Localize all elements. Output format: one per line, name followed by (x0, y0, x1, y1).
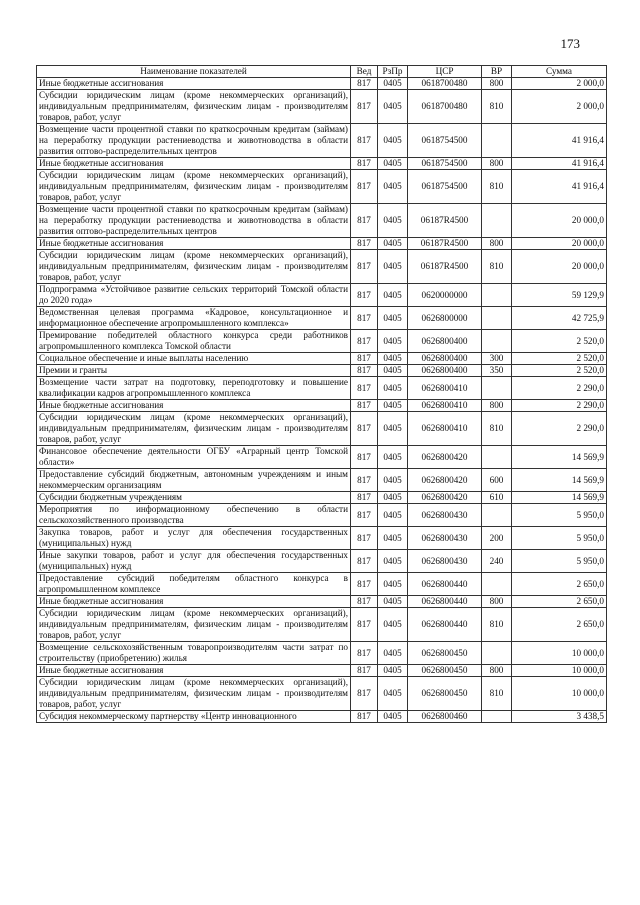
row-sum-cell: 20 000,0 (512, 250, 607, 284)
row-csr-cell: 06187R4500 (408, 238, 482, 250)
row-sum-cell: 2 650,0 (512, 608, 607, 642)
row-vr-cell (482, 284, 512, 307)
table-row (37, 365, 607, 377)
row-sum-cell: 2 290,0 (512, 377, 607, 400)
row-vr-cell (482, 124, 512, 158)
row-vr-cell: 800 (482, 78, 512, 90)
row-vr-cell: 810 (482, 677, 512, 711)
row-csr-cell: 0626800440 (408, 608, 482, 642)
row-name-cell: Иные бюджетные ассигнования (37, 400, 351, 412)
row-vr-cell (482, 307, 512, 330)
row-vr-cell: 800 (482, 665, 512, 677)
table-row (37, 527, 607, 550)
row-vr-cell: 810 (482, 90, 512, 124)
row-csr-cell: 0618700480 (408, 78, 482, 90)
row-csr-cell: 0626800450 (408, 642, 482, 665)
row-sum-cell: 2 290,0 (512, 412, 607, 446)
table-row (37, 250, 607, 284)
row-rzpr-cell: 0405 (378, 504, 408, 527)
row-ved-cell: 817 (351, 504, 378, 527)
row-rzpr-cell: 0405 (378, 608, 408, 642)
row-rzpr-cell: 0405 (378, 377, 408, 400)
row-vr-cell (482, 642, 512, 665)
table-row (37, 665, 607, 677)
row-name-cell: Ведомственная целевая программа «Кадровое, консультационное и информационное обеспечение агропромышленного комплекса» (37, 307, 351, 330)
row-vr-cell (482, 504, 512, 527)
row-rzpr-cell: 0405 (378, 284, 408, 307)
row-name-cell: Субсидии юридическим лицам (кроме некоммерческих организаций), индивидуальным предпринимателям, физическим лицам - производителям товаров, работ, услуг (37, 90, 351, 124)
row-rzpr-cell: 0405 (378, 90, 408, 124)
row-csr-cell: 0626800430 (408, 550, 482, 573)
row-rzpr-cell: 0405 (378, 642, 408, 665)
table-row (37, 307, 607, 330)
row-name-cell: Закупка товаров, работ и услуг для обеспечения государственных (муниципальных) нужд (37, 527, 351, 550)
table-row (37, 573, 607, 596)
row-rzpr-cell: 0405 (378, 400, 408, 412)
row-rzpr-cell: 0405 (378, 330, 408, 353)
row-name-cell: Подпрограмма «Устойчивое развитие сельских территорий Томской области до 2020 года» (37, 284, 351, 307)
table-header-row (37, 66, 607, 78)
header-name: Наименование показателей (37, 66, 351, 78)
row-csr-cell: 0620000000 (408, 284, 482, 307)
row-ved-cell: 817 (351, 124, 378, 158)
table-row (37, 412, 607, 446)
table-row (37, 353, 607, 365)
row-csr-cell: 0626800400 (408, 353, 482, 365)
row-ved-cell: 817 (351, 400, 378, 412)
row-sum-cell: 42 725,9 (512, 307, 607, 330)
row-ved-cell: 817 (351, 170, 378, 204)
row-name-cell: Иные бюджетные ассигнования (37, 238, 351, 250)
row-vr-cell: 800 (482, 238, 512, 250)
row-ved-cell: 817 (351, 550, 378, 573)
row-sum-cell: 2 650,0 (512, 596, 607, 608)
row-rzpr-cell: 0405 (378, 412, 408, 446)
row-name-cell: Субсидии юридическим лицам (кроме некоммерческих организаций), индивидуальным предпринимателям, физическим лицам - производителям товаров, работ, услуг (37, 412, 351, 446)
row-csr-cell: 06187R4500 (408, 250, 482, 284)
row-csr-cell: 0626800420 (408, 492, 482, 504)
table-row (37, 550, 607, 573)
row-sum-cell: 10 000,0 (512, 642, 607, 665)
row-sum-cell: 14 569,9 (512, 492, 607, 504)
row-rzpr-cell: 0405 (378, 170, 408, 204)
row-vr-cell: 350 (482, 365, 512, 377)
table-row (37, 642, 607, 665)
row-csr-cell: 0626800420 (408, 446, 482, 469)
row-ved-cell: 817 (351, 608, 378, 642)
row-ved-cell: 817 (351, 250, 378, 284)
row-csr-cell: 0626800410 (408, 412, 482, 446)
row-ved-cell: 817 (351, 573, 378, 596)
row-rzpr-cell: 0405 (378, 446, 408, 469)
row-name-cell: Предоставление субсидий победителям областного конкурса в агропромышленном комплексе (37, 573, 351, 596)
table-row (37, 238, 607, 250)
header-ved: Вед (351, 66, 378, 78)
row-csr-cell: 0626800410 (408, 377, 482, 400)
table-row (37, 504, 607, 527)
row-rzpr-cell: 0405 (378, 78, 408, 90)
row-vr-cell: 810 (482, 170, 512, 204)
row-name-cell: Премирование победителей областного конкурса среди работников агропромышленного комплекса Томской области (37, 330, 351, 353)
row-rzpr-cell: 0405 (378, 250, 408, 284)
row-sum-cell: 5 950,0 (512, 527, 607, 550)
row-rzpr-cell: 0405 (378, 204, 408, 238)
row-rzpr-cell: 0405 (378, 469, 408, 492)
row-csr-cell: 0626800450 (408, 677, 482, 711)
table-row (37, 204, 607, 238)
row-name-cell: Премии и гранты (37, 365, 351, 377)
row-rzpr-cell: 0405 (378, 124, 408, 158)
row-ved-cell: 817 (351, 377, 378, 400)
row-csr-cell: 0626800400 (408, 330, 482, 353)
row-rzpr-cell: 0405 (378, 677, 408, 711)
row-vr-cell (482, 204, 512, 238)
table-body (37, 78, 607, 723)
row-sum-cell: 59 129,9 (512, 284, 607, 307)
table-row (37, 158, 607, 170)
table-row (37, 492, 607, 504)
row-csr-cell: 0626800420 (408, 469, 482, 492)
budget-table (36, 65, 607, 723)
table-row (37, 400, 607, 412)
row-ved-cell: 817 (351, 365, 378, 377)
table-row (37, 377, 607, 400)
table-row (37, 330, 607, 353)
table-row (37, 446, 607, 469)
header-vr: ВР (482, 66, 512, 78)
row-ved-cell: 817 (351, 284, 378, 307)
row-name-cell: Финансовое обеспечение деятельности ОГБУ «Аграрный центр Томской области» (37, 446, 351, 469)
row-csr-cell: 0618754500 (408, 158, 482, 170)
row-sum-cell: 5 950,0 (512, 550, 607, 573)
row-csr-cell: 0618700480 (408, 90, 482, 124)
row-rzpr-cell: 0405 (378, 365, 408, 377)
row-vr-cell: 800 (482, 158, 512, 170)
row-sum-cell: 3 438,5 (512, 711, 607, 723)
row-ved-cell: 817 (351, 469, 378, 492)
row-ved-cell: 817 (351, 204, 378, 238)
row-ved-cell: 817 (351, 353, 378, 365)
row-name-cell: Мероприятия по информационному обеспечению в области сельскохозяйственного производства (37, 504, 351, 527)
row-vr-cell: 600 (482, 469, 512, 492)
row-csr-cell: 0626800440 (408, 573, 482, 596)
row-name-cell: Иные бюджетные ассигнования (37, 78, 351, 90)
row-name-cell: Возмещение сельскохозяйственным товаропроизводителям части затрат по строительству (приобретению) жилья (37, 642, 351, 665)
row-name-cell: Возмещение части затрат на подготовку, переподготовку и повышение квалификации кадров агропромышленного комплекса (37, 377, 351, 400)
row-rzpr-cell: 0405 (378, 238, 408, 250)
row-rzpr-cell: 0405 (378, 711, 408, 723)
row-sum-cell: 20 000,0 (512, 204, 607, 238)
row-vr-cell: 610 (482, 492, 512, 504)
row-csr-cell: 0626800460 (408, 711, 482, 723)
table-row (37, 596, 607, 608)
row-name-cell: Возмещение части процентной ставки по краткосрочным кредитам (займам) на переработку продукции растениеводства и животноводства в области развития оптово-распределительных центров (37, 124, 351, 158)
row-vr-cell: 800 (482, 596, 512, 608)
row-sum-cell: 2 650,0 (512, 573, 607, 596)
row-vr-cell (482, 446, 512, 469)
row-csr-cell: 0626800400 (408, 365, 482, 377)
row-csr-cell: 0618754500 (408, 170, 482, 204)
row-ved-cell: 817 (351, 527, 378, 550)
row-sum-cell: 10 000,0 (512, 665, 607, 677)
row-ved-cell: 817 (351, 330, 378, 353)
row-rzpr-cell: 0405 (378, 527, 408, 550)
row-name-cell: Предоставление субсидий бюджетным, автономным учреждениям и иным некоммерческим организациям (37, 469, 351, 492)
row-sum-cell: 41 916,4 (512, 124, 607, 158)
row-ved-cell: 817 (351, 596, 378, 608)
row-csr-cell: 0626800440 (408, 596, 482, 608)
row-name-cell: Субсидии юридическим лицам (кроме некоммерческих организаций), индивидуальным предпринимателям, физическим лицам - производителям товаров, работ, услуг (37, 608, 351, 642)
row-ved-cell: 817 (351, 677, 378, 711)
row-ved-cell: 817 (351, 238, 378, 250)
table-row (37, 469, 607, 492)
table-row (37, 90, 607, 124)
row-vr-cell: 810 (482, 412, 512, 446)
table-row (37, 78, 607, 90)
row-rzpr-cell: 0405 (378, 573, 408, 596)
row-vr-cell: 800 (482, 400, 512, 412)
row-csr-cell: 0626800410 (408, 400, 482, 412)
row-sum-cell: 10 000,0 (512, 677, 607, 711)
row-name-cell: Социальное обеспечение и иные выплаты населению (37, 353, 351, 365)
row-rzpr-cell: 0405 (378, 158, 408, 170)
row-ved-cell: 817 (351, 412, 378, 446)
row-name-cell: Иные бюджетные ассигнования (37, 158, 351, 170)
table-row (37, 124, 607, 158)
row-name-cell: Иные бюджетные ассигнования (37, 665, 351, 677)
table-row (37, 608, 607, 642)
row-sum-cell: 20 000,0 (512, 238, 607, 250)
row-vr-cell (482, 573, 512, 596)
row-rzpr-cell: 0405 (378, 596, 408, 608)
row-csr-cell: 0626800430 (408, 504, 482, 527)
row-ved-cell: 817 (351, 90, 378, 124)
header-sum: Сумма (512, 66, 607, 78)
row-ved-cell: 817 (351, 711, 378, 723)
table-row (37, 170, 607, 204)
row-sum-cell: 14 569,9 (512, 446, 607, 469)
row-vr-cell: 810 (482, 250, 512, 284)
row-sum-cell: 2 520,0 (512, 365, 607, 377)
header-rzpr: РзПр (378, 66, 408, 78)
row-csr-cell: 0626800430 (408, 527, 482, 550)
row-vr-cell: 810 (482, 608, 512, 642)
row-name-cell: Возмещение части процентной ставки по краткосрочным кредитам (займам) на переработку продукции растениеводства и животноводства в области развития оптово-распределительных центров (37, 204, 351, 238)
row-ved-cell: 817 (351, 307, 378, 330)
row-vr-cell (482, 377, 512, 400)
row-sum-cell: 2 520,0 (512, 353, 607, 365)
row-sum-cell: 2 000,0 (512, 78, 607, 90)
row-name-cell: Субсидии юридическим лицам (кроме некоммерческих организаций), индивидуальным предпринимателям, физическим лицам - производителям товаров, работ, услуг (37, 170, 351, 204)
row-rzpr-cell: 0405 (378, 353, 408, 365)
row-vr-cell (482, 711, 512, 723)
row-csr-cell: 0626800450 (408, 665, 482, 677)
row-sum-cell: 2 520,0 (512, 330, 607, 353)
row-ved-cell: 817 (351, 158, 378, 170)
row-ved-cell: 817 (351, 446, 378, 469)
row-sum-cell: 14 569,9 (512, 469, 607, 492)
row-rzpr-cell: 0405 (378, 307, 408, 330)
page-number: 173 (560, 36, 580, 51)
row-ved-cell: 817 (351, 492, 378, 504)
row-rzpr-cell: 0405 (378, 665, 408, 677)
row-name-cell: Субсидии юридическим лицам (кроме некоммерческих организаций), индивидуальным предпринимателям, физическим лицам - производителям товаров, работ, услуг (37, 250, 351, 284)
row-name-cell: Иные закупки товаров, работ и услуг для обеспечения государственных (муниципальных) нужд (37, 550, 351, 573)
row-vr-cell: 240 (482, 550, 512, 573)
row-ved-cell: 817 (351, 665, 378, 677)
table-row (37, 711, 607, 723)
row-name-cell: Субсидии юридическим лицам (кроме некоммерческих организаций), индивидуальным предпринимателям, физическим лицам - производителям товаров, работ, услуг (37, 677, 351, 711)
table-row (37, 284, 607, 307)
row-vr-cell: 300 (482, 353, 512, 365)
row-ved-cell: 817 (351, 78, 378, 90)
row-ved-cell: 817 (351, 642, 378, 665)
row-csr-cell: 06187R4500 (408, 204, 482, 238)
row-sum-cell: 2 000,0 (512, 90, 607, 124)
row-sum-cell: 5 950,0 (512, 504, 607, 527)
row-csr-cell: 0626800000 (408, 307, 482, 330)
row-csr-cell: 0618754500 (408, 124, 482, 158)
row-sum-cell: 41 916,4 (512, 158, 607, 170)
row-rzpr-cell: 0405 (378, 492, 408, 504)
row-name-cell: Субсидия некоммерческому партнерству «Центр инновационного (37, 711, 351, 723)
row-sum-cell: 2 290,0 (512, 400, 607, 412)
header-csr: ЦСР (408, 66, 482, 78)
row-vr-cell (482, 330, 512, 353)
table-row (37, 677, 607, 711)
row-name-cell: Иные бюджетные ассигнования (37, 596, 351, 608)
row-sum-cell: 41 916,4 (512, 170, 607, 204)
row-vr-cell: 200 (482, 527, 512, 550)
row-name-cell: Субсидии бюджетным учреждениям (37, 492, 351, 504)
row-rzpr-cell: 0405 (378, 550, 408, 573)
